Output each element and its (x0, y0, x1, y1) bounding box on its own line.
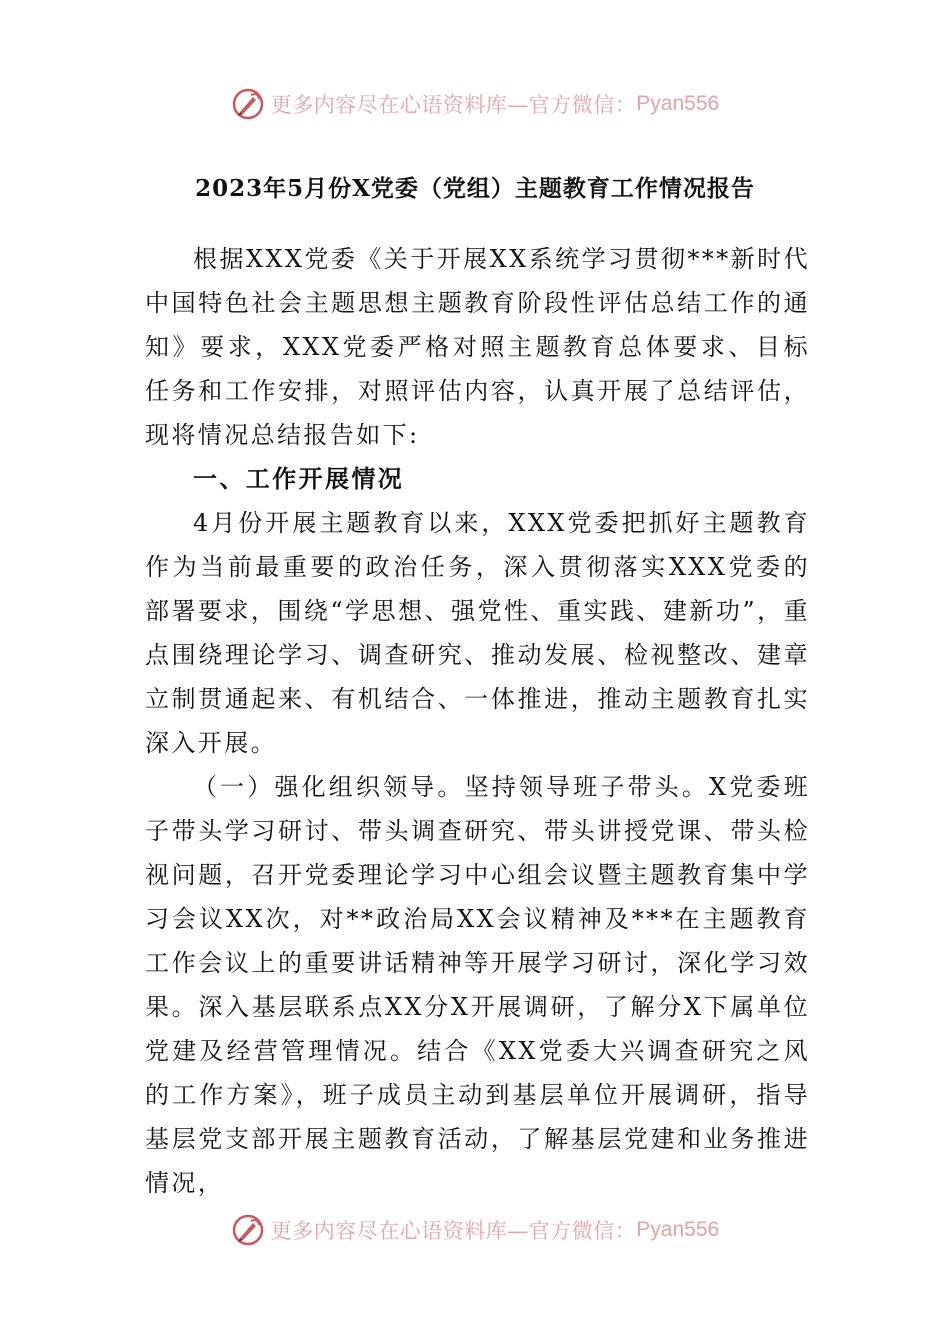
paragraph-overview: 4月份开展主题教育以来，XXX党委把抓好主题教育作为当前最重要的政治任务，深入贯彻落实XXX党委的部署要求，围绕“学思想、强党性、重实践、建新功”，重点围绕理论学习、调查研究、推动发展、检视整改、建章立制贯通起来、有机结合、一体推进，推动主题教育扎实深入开展。 (145, 509, 810, 757)
paragraph-organization: （一）强化组织领导。坚持领导班子带头。X党委班子带头学习研讨、带头调查研究、带头讲授党课、带头检视问题，召开党委理论学习中心组会议暨主题教育集中学习会议XX次，对**政治局XX会议精神及***在主题教育工作会议上的重要讲话精神等开展学习研讨，深化学习效果。深入基层联系点XX分X开展调研，了解分X下属单位党建及经营管理情况。结合《XX党委大兴调查研究之风的工作方案》，班子成员主动到基层单位开展调研，指导基层党支部开展主题教育活动，了解基层党建和业务推进情况， (145, 773, 810, 1197)
section-heading-1: 一、工作开展情况 (193, 464, 405, 493)
paragraph-intro: 根据XXX党委《关于开展XX系统学习贯彻***新时代中国特色社会主题思想主题教育阶段性评估总结工作的通知》要求，XXX党委严格对照主题教育总体要求、目标任务和工作安排，对照评估内容，认真开展了总结评估，现将情况总结报告如下: (145, 245, 810, 449)
watermark-text: 更多内容尽在心语资料库—官方微信： (270, 1219, 637, 1243)
watermark-footer (0, 1210, 950, 1250)
document-body (145, 237, 810, 1205)
watermark-wechat-id: Pyan556 (636, 92, 720, 115)
watermark-wechat-id: Pyan556 (636, 1218, 720, 1241)
watermark-header (0, 84, 950, 124)
pen-logo-icon (231, 87, 265, 121)
document-title: 2023年5月份X党委（党组）主题教育工作情况报告 (195, 175, 755, 202)
watermark-text: 更多内容尽在心语资料库—官方微信： (270, 93, 637, 117)
pen-logo-icon (231, 1213, 265, 1247)
